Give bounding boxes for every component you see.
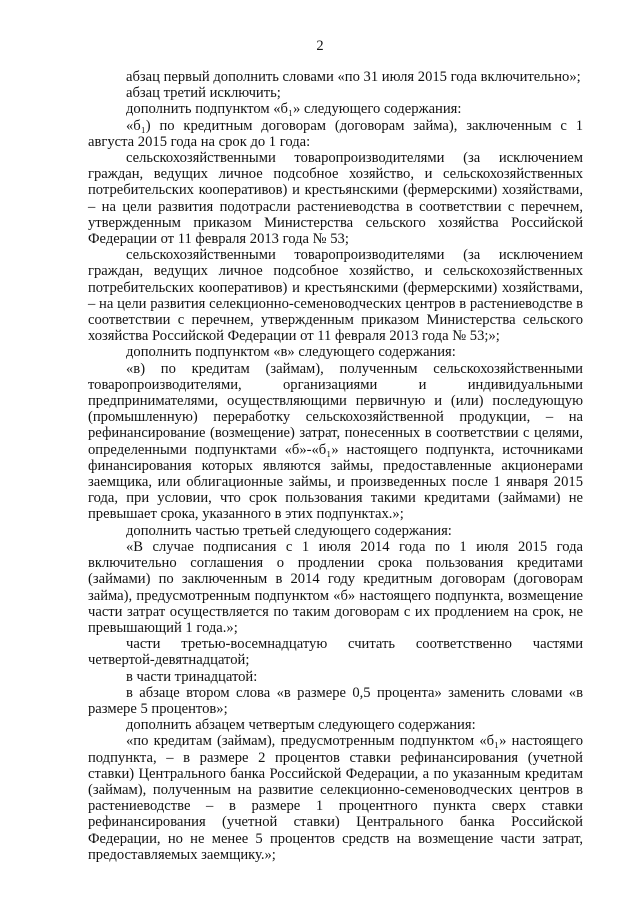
paragraph-12: в части тринадцатой: — [126, 668, 258, 685]
paragraph-6: сельскохозяйственными товаропроизводителями (за исключением граждан, ведущих личное подсобное хозяйство, и сельскохозяйственных потребительских кооперативов) и крестьянскими (фермерскими) хозяйствами, – на цели развития селекционно-семеноводческих центров в растениеводстве в соответствии с перечнем, утвержденным приказом Министерства сельского хозяйства Российской Федерации от 11 февраля 2013 года № 53;»; — [88, 247, 583, 345]
paragraph-13: в абзаце втором слова «в размере 0,5 процента» заменить словами «в размере 5 процентов»; — [88, 684, 583, 717]
paragraph-10: «В случае подписания с 1 июля 2014 года по 1 июля 2015 года включительно соглашения о продлении срока пользования кредитами (займами) по заключенным в 2014 году кредитным договорам (договорам займа), предусмотренным подпунктом «б» настоящего подпункта, возмещение части затрат осуществляется по таким договорам с их продлением на срок, не превышающий 1 года.»; — [88, 538, 583, 636]
paragraph-9: дополнить частью третьей следующего содержания: — [126, 522, 452, 539]
paragraph-11: части третью-восемнадцатую считать соответственно частями четвертой-девятнадцатой; — [88, 636, 583, 669]
page-number: 2 — [316, 38, 324, 54]
paragraph-7: дополнить подпунктом «в» следующего содержания: — [126, 344, 456, 361]
document-body — [88, 69, 583, 863]
paragraph-8: «в) по кредитам (займам), полученным сельскохозяйственными товаропроизводителями, организациями и индивидуальными предпринимателями, осуществляющими первичную и (или) последующую (промышленную) переработку сельскохозяйственной продукции, – на рефинансирование (возмещение) затрат, понесенных в соответствии с целями, определенными подпунктами «б»-«б₁» настоящего подпункта, источниками финансирования которых являются займы, предоставленные акционерами заемщика, или облигационные займы, и произведенных после 1 января 2015 года, при условии, что срок пользования такими кредитами (займами) не превышает срока, указанного в этих подпунктах.»; — [88, 360, 583, 523]
paragraph-5: сельскохозяйственными товаропроизводителями (за исключением граждан, ведущих личное подсобное хозяйство, и сельскохозяйственных потребительских кооперативов) и крестьянскими (фермерскими) хозяйствами, – на цели развития подотрасли растениеводства в соответствии с перечнем, утвержденным приказом Министерства сельского хозяйства Российской Федерации от 11 февраля 2013 года № 53; — [88, 150, 583, 248]
paragraph-15: «по кредитам (займам), предусмотренным подпунктом «б₁» настоящего подпункта, – в размере 2 процентов ставки рефинансирования (учетной ставки) Центрального банка Российской Федерации, а по указанным кредитам (займам), полученным на развитие селекционно-семеноводческих центров в растениеводстве – в размере 1 процентного пункта сверх ставки рефинансирования (учетной ставки) Центрального банка Российской Федерации, но не менее 5 процентов средств на возмещение части затрат, предоставляемых заемщику.»; — [88, 733, 583, 863]
paragraph-3: дополнить подпунктом «б₁» следующего содержания: — [126, 101, 462, 118]
paragraph-1: абзац первый дополнить словами «по 31 июля 2015 года включительно»; — [126, 69, 581, 85]
paragraph-4: «б₁) по кредитным договорам (договорам займа), заключенным с 1 августа 2015 года на срок до 1 года: — [88, 117, 583, 150]
paragraph-14: дополнить абзацем четвертым следующего содержания: — [126, 717, 476, 734]
paragraph-2: абзац третий исключить; — [126, 85, 281, 102]
